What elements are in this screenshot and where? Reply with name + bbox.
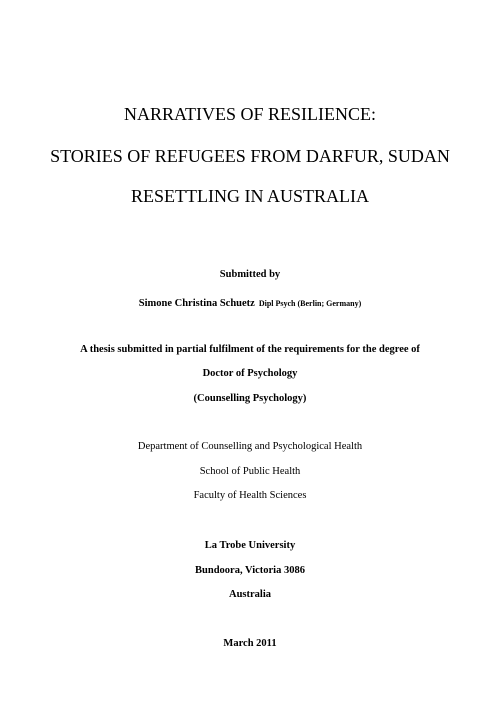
submitted-by-label: Submitted by [219,269,281,280]
faculty: Faculty of Health Sciences [193,490,307,501]
location: Bundoora, Victoria 3086 [195,565,305,576]
degree-specialisation: (Counselling Psychology) [193,393,307,404]
author-line [0,293,500,311]
university: La Trobe University [204,540,296,551]
department: Department of Counselling and Psychological Health [137,441,363,452]
author-credentials: Dipl Psych (Berlin; Germany) [258,299,362,308]
author-name: Simone Christina Schuetz [138,298,255,309]
title-line-2: STORIES OF REFUGEES FROM DARFUR, SUDAN [50,146,450,166]
country: Australia [229,589,271,600]
title-line-3: RESETTLING IN AUSTRALIA [131,186,369,206]
school: School of Public Health [199,466,301,477]
degree-name: Doctor of Psychology [202,368,298,379]
title-line-1: NARRATIVES OF RESILIENCE: [123,104,376,124]
submission-date: March 2011 [223,638,277,649]
degree-statement: A thesis submitted in partial fulfilment of the requirements for the degree of [80,344,420,355]
